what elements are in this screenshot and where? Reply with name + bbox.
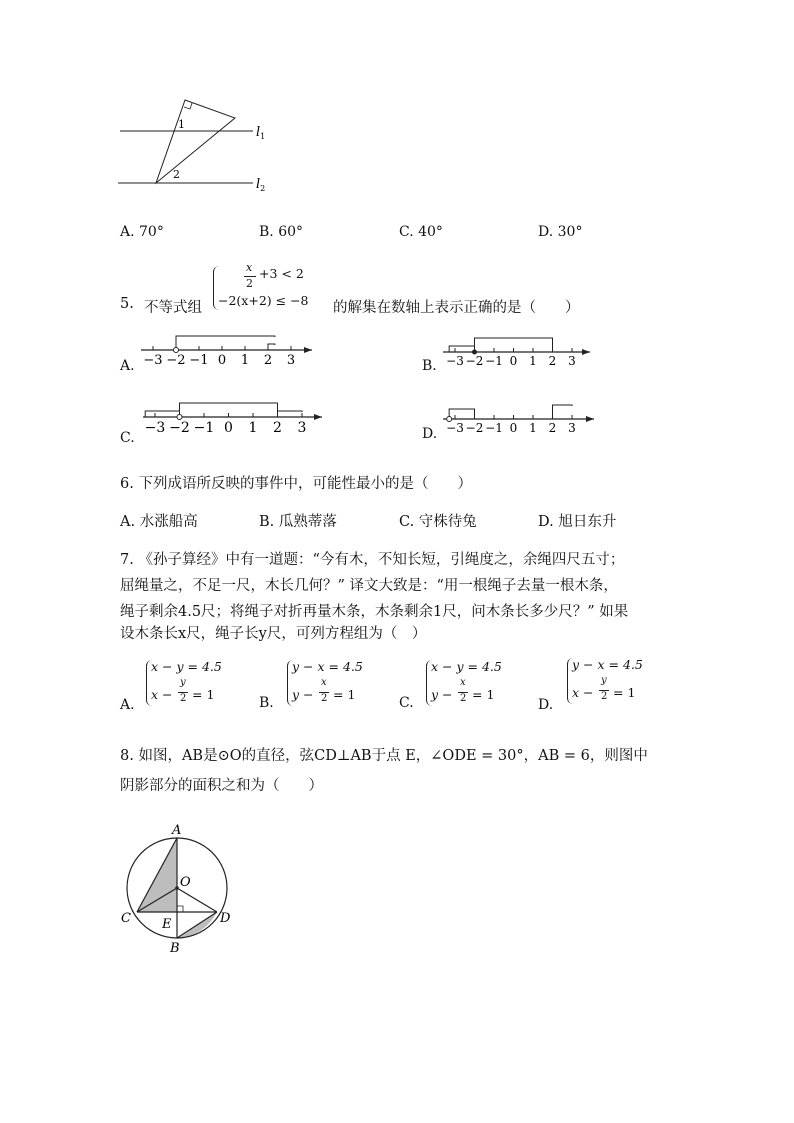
- number-line-d-tick-label: 1: [529, 421, 537, 435]
- number-line-d-tick-label: −3: [446, 421, 464, 435]
- q7-option-d-eq1: y − x = 4.5: [572, 657, 643, 672]
- number-line-a-tick-label: −3: [143, 353, 163, 368]
- q7-line-3: 绳子剩余4.5尺；将绳子对折再量木条，木条剩余1尺，问木条长多少尺？” 如果: [120, 604, 629, 620]
- q7-option-a-eq2-num: y: [180, 677, 186, 688]
- line-l2-label: $l_2$: [256, 177, 266, 193]
- number-line-a-tick-label: 3: [286, 353, 296, 368]
- q7-option-b-eq2-rhs: = 1: [333, 687, 356, 702]
- q5-option-a-label: A.: [120, 358, 135, 374]
- q5-eq1-rest: +3 < 2: [259, 266, 304, 281]
- center-dot: [175, 886, 179, 890]
- q5-suffix: 的解集在数轴上表示正确的是（ ）: [333, 300, 580, 316]
- q7-option-b-eq2-num: x: [321, 677, 327, 688]
- angle-2-label: 2: [173, 168, 180, 181]
- q7-option-c-eq2-num: x: [460, 677, 466, 688]
- number-line-d-tick-label: −2: [465, 421, 484, 435]
- q7-line-2: 屈绳量之，不足一尺，木长几何？” 译文大致是：“用一根绳子去量一根木条，: [120, 578, 618, 594]
- q7-option-d-eq2-den: 2: [601, 691, 608, 702]
- q6-option-c: C. 守株待兔: [399, 514, 477, 530]
- q6-option-a: A. 水涨船高: [120, 514, 198, 530]
- number-line-a-tick-label: 1: [240, 353, 250, 368]
- number-line-a-tick-label: −2: [166, 353, 186, 368]
- number-line-c-tick-label: 0: [224, 420, 233, 436]
- q5-eq2: −2(x+2) ≤ −8: [218, 293, 309, 308]
- q7-option-d-eq2-lhs: x −: [572, 685, 594, 700]
- number-line-b-tick-label: 3: [568, 354, 576, 368]
- number-line-b-tick-label: −1: [485, 354, 503, 368]
- number-line-c-tick-label: −2: [169, 420, 190, 436]
- q5-eq1-den: 2: [246, 277, 253, 290]
- q6-stem: 6. 下列成语所反映的事件中，可能性最小的是（ ）: [120, 476, 472, 492]
- number-line-d-tick-label: 0: [509, 421, 518, 435]
- number-line-b-tick-label: 2: [548, 354, 557, 368]
- q7-line-4: 设木条长x尺，绳子长y尺，可列方程组为（ ）: [120, 626, 427, 642]
- q8-line-2: 阴影部分的面积之和为（ ）: [120, 778, 323, 794]
- label-d: D: [220, 911, 231, 926]
- q7-option-b-eq2-lhs: y −: [292, 687, 314, 702]
- q7-option-b-label: B.: [259, 695, 274, 711]
- number-line-b-tick-label: −3: [446, 354, 464, 368]
- q5-prefix: 不等式组: [144, 300, 202, 316]
- q7-option-a-label: A.: [120, 697, 135, 713]
- label-a: A: [172, 823, 182, 838]
- q5-option-b-label: B.: [422, 358, 437, 374]
- q7-option-b-eq2-den: 2: [321, 693, 328, 704]
- q7-option-a-eq1: x − y = 4.5: [151, 659, 222, 674]
- number-line-b-tick-label: 0: [509, 354, 518, 368]
- q7-option-c-eq1: x − y = 4.5: [431, 659, 502, 674]
- line-l1-label: $l_1$: [256, 125, 266, 141]
- q7-option-c-eq2-rhs: = 1: [472, 687, 495, 702]
- label-b: B: [170, 941, 180, 956]
- number-line-c-tick-label: 1: [248, 420, 258, 436]
- number-line-d-tick-label: −1: [485, 421, 503, 435]
- number-line-a-tick-label: 2: [263, 353, 273, 368]
- q7-option-a-eq2-lhs: x −: [151, 687, 173, 702]
- number-line-b-tick-label: −2: [465, 354, 484, 368]
- number-line-c-tick-label: 3: [297, 420, 307, 436]
- right-angle-mark-e: [177, 906, 183, 912]
- q7-option-c-eq2-lhs: y −: [431, 687, 453, 702]
- q6-option-b: B. 瓜熟蒂落: [259, 514, 337, 530]
- q7-option-c-eq2-den: 2: [460, 693, 467, 704]
- q6-option-d: D. 旭日东升: [538, 514, 617, 530]
- label-o: O: [180, 875, 191, 890]
- number-line-d-tick-label: 3: [568, 421, 576, 435]
- q5-number: 5.: [120, 296, 134, 312]
- q4-option-a: A. 70°: [120, 224, 164, 240]
- q4-option-c: C. 40°: [399, 224, 443, 240]
- q8-line-1: 8. 如图，AB是⊙O的直径，弦CD⊥AB于点 E，∠ODE = 30°，AB = 6，则图中: [120, 748, 648, 764]
- number-line-c-tick-label: 2: [273, 420, 282, 436]
- number-line-c-tick-label: −1: [193, 420, 215, 436]
- number-line-a-tick-label: −1: [189, 353, 209, 368]
- number-line-a-tick-label: 0: [217, 353, 227, 368]
- label-c: C: [121, 911, 131, 926]
- q7-option-a-eq2-den: 2: [180, 693, 187, 704]
- q7-option-d-eq2-num: y: [601, 675, 607, 686]
- q7-option-a-eq2-rhs: = 1: [192, 687, 215, 702]
- q7-option-c-label: C.: [399, 695, 414, 711]
- q5-option-c-label: C.: [120, 430, 135, 446]
- q7-option-d-eq2-rhs: = 1: [613, 685, 636, 700]
- q5-eq1-num: x: [246, 261, 253, 274]
- label-e: E: [162, 917, 172, 932]
- number-line-b-tick-label: 1: [529, 354, 537, 368]
- angle-1-label: 1: [178, 118, 185, 131]
- number-line-d-tick-label: 2: [548, 421, 557, 435]
- q4-option-d: D. 30°: [538, 224, 583, 240]
- q4-option-b: B. 60°: [259, 224, 304, 240]
- q5-option-d-label: D.: [422, 426, 438, 442]
- q7-option-d-label: D.: [538, 697, 554, 713]
- q7-option-b-eq1: y − x = 4.5: [292, 659, 363, 674]
- number-line-c-tick-label: −3: [144, 420, 166, 436]
- q7-line-1: 7. 《孙子算经》中有一道题：“今有木，不知长短，引绳度之，余绳四尺五寸；: [120, 552, 625, 568]
